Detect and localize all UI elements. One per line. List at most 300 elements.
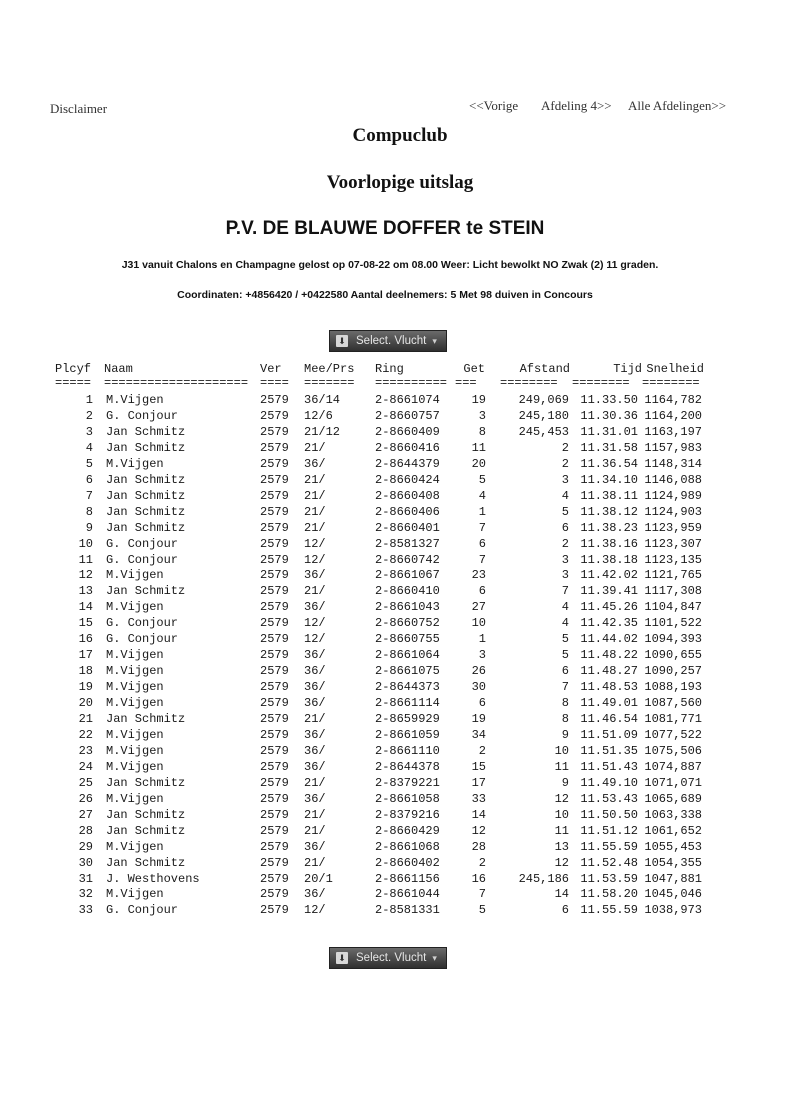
cell-club-code: 2579	[260, 648, 289, 662]
cell-name: G. Conjour	[106, 537, 179, 551]
cell-get: 6	[478, 537, 486, 551]
cell-club-code: 2579	[260, 760, 289, 774]
cell-time: 11.39.41	[580, 584, 638, 598]
cell-distance: 7	[561, 680, 569, 694]
cell-distance: 8	[561, 696, 569, 710]
cell-speed: 1090,655	[644, 648, 702, 662]
cell-get: 1	[478, 632, 486, 646]
cell-club-code: 2579	[260, 680, 289, 694]
cell-place: 26	[78, 792, 93, 806]
cell-club-code: 2579	[260, 808, 289, 822]
cell-place: 25	[78, 776, 93, 790]
cell-name: Jan Schmitz	[106, 584, 186, 598]
column-header-get: Get	[463, 362, 485, 376]
cell-time: 11.42.35	[580, 616, 638, 630]
cell-entries: 36/	[304, 457, 326, 471]
cell-get: 15	[471, 760, 486, 774]
cell-get: 20	[471, 457, 486, 471]
cell-name: G. Conjour	[106, 409, 179, 423]
cell-distance: 2	[561, 457, 569, 471]
cell-ring: 2-8660752	[375, 616, 440, 630]
cell-time: 11.34.10	[580, 473, 638, 487]
table-row	[0, 489, 800, 504]
cell-entries: 20/1	[304, 872, 333, 886]
cell-distance: 4	[561, 489, 569, 503]
cell-speed: 1157,983	[644, 441, 702, 455]
cell-place: 22	[78, 728, 93, 742]
cell-ring: 2-8661074	[375, 393, 440, 407]
cell-get: 27	[471, 600, 486, 614]
cell-place: 6	[85, 473, 93, 487]
table-row	[0, 824, 800, 839]
cell-entries: 36/	[304, 696, 326, 710]
column-header-club-code: Ver	[260, 362, 282, 376]
cell-club-code: 2579	[260, 457, 289, 471]
cell-ring: 2-8379221	[375, 776, 440, 790]
cell-time: 11.48.22	[580, 648, 638, 662]
cell-entries: 36/	[304, 840, 326, 854]
cell-time: 11.45.26	[580, 600, 638, 614]
cell-club-code: 2579	[260, 568, 289, 582]
cell-place: 9	[85, 521, 93, 535]
cell-entries: 21/	[304, 584, 326, 598]
select-flight-button-bottom[interactable]	[329, 947, 447, 969]
cell-entries: 21/	[304, 441, 326, 455]
cell-club-code: 2579	[260, 553, 289, 567]
column-header-ring: Ring	[375, 362, 404, 376]
table-row	[0, 744, 800, 759]
cell-place: 17	[78, 648, 93, 662]
cell-place: 8	[85, 505, 93, 519]
cell-get: 8	[478, 425, 486, 439]
cell-get: 10	[471, 616, 486, 630]
cell-club-code: 2579	[260, 632, 289, 646]
table-row	[0, 680, 800, 695]
cell-get: 5	[478, 903, 486, 917]
cell-distance: 6	[561, 664, 569, 678]
cell-speed: 1101,522	[644, 616, 702, 630]
cell-ring: 2-8661067	[375, 568, 440, 582]
cell-get: 26	[471, 664, 486, 678]
table-row	[0, 457, 800, 472]
table-row	[0, 712, 800, 727]
cell-ring: 2-8661044	[375, 887, 440, 901]
cell-place: 5	[85, 457, 93, 471]
cell-club-code: 2579	[260, 393, 289, 407]
cell-name: M.Vijgen	[106, 648, 164, 662]
cell-ring: 2-8660401	[375, 521, 440, 535]
table-row	[0, 840, 800, 855]
cell-distance: 2	[561, 537, 569, 551]
cell-entries: 36/14	[304, 393, 341, 407]
cell-name: M.Vijgen	[106, 664, 164, 678]
cell-distance: 245,186	[518, 872, 569, 886]
column-underline: =====	[55, 376, 92, 390]
cell-distance: 12	[554, 856, 569, 870]
cell-ring: 2-8581331	[375, 903, 440, 917]
cell-name: M.Vijgen	[106, 568, 164, 582]
cell-speed: 1063,338	[644, 808, 702, 822]
download-icon: ⬇	[336, 335, 348, 347]
table-row	[0, 616, 800, 631]
table-header	[0, 362, 800, 377]
cell-ring: 2-8661064	[375, 648, 440, 662]
cell-get: 2	[478, 744, 486, 758]
cell-get: 1	[478, 505, 486, 519]
cell-get: 6	[478, 584, 486, 598]
cell-get: 6	[478, 696, 486, 710]
cell-time: 11.51.12	[580, 824, 638, 838]
cell-distance: 7	[561, 584, 569, 598]
cell-get: 3	[478, 648, 486, 662]
cell-name: Jan Schmitz	[106, 856, 186, 870]
cell-time: 11.38.23	[580, 521, 638, 535]
cell-club-code: 2579	[260, 537, 289, 551]
cell-speed: 1124,903	[644, 505, 702, 519]
cell-club-code: 2579	[260, 840, 289, 854]
cell-get: 30	[471, 680, 486, 694]
cell-place: 7	[85, 489, 93, 503]
cell-get: 16	[471, 872, 486, 886]
cell-club-code: 2579	[260, 776, 289, 790]
cell-club-code: 2579	[260, 872, 289, 886]
cell-speed: 1077,522	[644, 728, 702, 742]
cell-club-code: 2579	[260, 521, 289, 535]
cell-time: 11.51.09	[580, 728, 638, 742]
cell-get: 19	[471, 712, 486, 726]
table-row	[0, 728, 800, 743]
cell-place: 12	[78, 568, 93, 582]
cell-time: 11.44.02	[580, 632, 638, 646]
cell-name: M.Vijgen	[106, 887, 164, 901]
cell-distance: 245,453	[518, 425, 569, 439]
cell-ring: 2-8660409	[375, 425, 440, 439]
cell-get: 34	[471, 728, 486, 742]
cell-entries: 12/	[304, 616, 326, 630]
cell-ring: 2-8660402	[375, 856, 440, 870]
cell-name: M.Vijgen	[106, 728, 164, 742]
cell-distance: 8	[561, 712, 569, 726]
cell-distance: 10	[554, 744, 569, 758]
table-row	[0, 872, 800, 887]
table-row	[0, 521, 800, 536]
cell-entries: 21/	[304, 824, 326, 838]
column-header-entries: Mee/Prs	[304, 362, 355, 376]
cell-place: 18	[78, 664, 93, 678]
cell-name: G. Conjour	[106, 616, 179, 630]
cell-place: 28	[78, 824, 93, 838]
cell-get: 28	[471, 840, 486, 854]
cell-ring: 2-8660757	[375, 409, 440, 423]
cell-club-code: 2579	[260, 473, 289, 487]
cell-distance: 10	[554, 808, 569, 822]
table-row	[0, 760, 800, 775]
cell-club-code: 2579	[260, 792, 289, 806]
cell-time: 11.55.59	[580, 903, 638, 917]
column-underline: ====	[260, 376, 289, 390]
table-row	[0, 776, 800, 791]
cell-time: 11.46.54	[580, 712, 638, 726]
disclaimer-link[interactable]: Disclaimer	[50, 101, 108, 116]
cell-distance: 5	[561, 648, 569, 662]
cell-entries: 36/	[304, 760, 326, 774]
cell-speed: 1121,765	[644, 568, 702, 582]
table-row	[0, 632, 800, 647]
cell-speed: 1146,088	[644, 473, 702, 487]
cell-speed: 1124,989	[644, 489, 702, 503]
cell-club-code: 2579	[260, 584, 289, 598]
cell-get: 17	[471, 776, 486, 790]
cell-entries: 36/	[304, 728, 326, 742]
cell-club-code: 2579	[260, 489, 289, 503]
cell-time: 11.48.27	[580, 664, 638, 678]
column-underline: ===	[455, 376, 477, 390]
cell-club-code: 2579	[260, 856, 289, 870]
cell-entries: 12/	[304, 553, 326, 567]
cell-entries: 21/	[304, 505, 326, 519]
cell-get: 3	[478, 409, 486, 423]
column-underline: ==========	[375, 376, 448, 390]
cell-ring: 2-8661059	[375, 728, 440, 742]
cell-entries: 21/12	[304, 425, 341, 439]
cell-place: 3	[85, 425, 93, 439]
column-underline: ====================	[104, 376, 249, 390]
cell-entries: 21/	[304, 712, 326, 726]
cell-entries: 12/	[304, 903, 326, 917]
cell-speed: 1038,973	[644, 903, 702, 917]
cell-entries: 36/	[304, 744, 326, 758]
cell-name: Jan Schmitz	[106, 712, 186, 726]
cell-speed: 1123,307	[644, 537, 702, 551]
cell-get: 33	[471, 792, 486, 806]
table-row	[0, 473, 800, 488]
cell-ring: 2-8379216	[375, 808, 440, 822]
table-row	[0, 856, 800, 871]
cell-entries: 12/	[304, 632, 326, 646]
cell-distance: 11	[554, 824, 569, 838]
cell-place: 33	[78, 903, 93, 917]
chevron-down-icon: ▾	[432, 335, 437, 346]
table-row	[0, 600, 800, 615]
cell-distance: 5	[561, 505, 569, 519]
cell-distance: 2	[561, 441, 569, 455]
cell-entries: 36/	[304, 887, 326, 901]
cell-name: M.Vijgen	[106, 600, 164, 614]
cell-distance: 4	[561, 600, 569, 614]
page-subtitle: Voorlopige uitslag	[326, 172, 474, 193]
cell-entries: 21/	[304, 808, 326, 822]
cell-entries: 21/	[304, 489, 326, 503]
cell-speed: 1088,193	[644, 680, 702, 694]
download-icon: ⬇	[336, 952, 348, 964]
cell-ring: 2-8581327	[375, 537, 440, 551]
column-header-name: Naam	[104, 362, 133, 376]
cell-time: 11.31.01	[580, 425, 638, 439]
cell-place: 24	[78, 760, 93, 774]
cell-speed: 1148,314	[644, 457, 702, 471]
cell-entries: 21/	[304, 856, 326, 870]
cell-distance: 9	[561, 776, 569, 790]
cell-club-code: 2579	[260, 505, 289, 519]
cell-entries: 36/	[304, 664, 326, 678]
cell-name: Jan Schmitz	[106, 808, 186, 822]
cell-entries: 12/6	[304, 409, 333, 423]
cell-place: 19	[78, 680, 93, 694]
cell-get: 14	[471, 808, 486, 822]
cell-speed: 1065,689	[644, 792, 702, 806]
cell-name: Jan Schmitz	[106, 489, 186, 503]
cell-club-code: 2579	[260, 824, 289, 838]
cell-entries: 36/	[304, 648, 326, 662]
cell-get: 11	[471, 441, 486, 455]
cell-club-code: 2579	[260, 744, 289, 758]
table-row	[0, 792, 800, 807]
cell-speed: 1164,200	[644, 409, 702, 423]
table-row	[0, 887, 800, 902]
cell-ring: 2-8660406	[375, 505, 440, 519]
cell-place: 27	[78, 808, 93, 822]
all-divisions-link[interactable]: Alle Afdelingen>>	[628, 98, 727, 113]
cell-place: 10	[78, 537, 93, 551]
table-row	[0, 808, 800, 823]
cell-speed: 1071,071	[644, 776, 702, 790]
cell-place: 2	[85, 409, 93, 423]
cell-time: 11.38.18	[580, 553, 638, 567]
cell-speed: 1123,959	[644, 521, 702, 535]
race-info: J31 vanuit Chalons en Champagne gelost op 07-08-22 om 08.00 Weer: Licht bewolkt NO Zwak (2) 11 graden.	[121, 259, 659, 271]
cell-ring: 2-8661068	[375, 840, 440, 854]
cell-distance: 9	[561, 728, 569, 742]
table-row	[0, 537, 800, 552]
cell-place: 23	[78, 744, 93, 758]
table-row	[0, 664, 800, 679]
column-underline: ========	[642, 376, 700, 390]
cell-time: 11.30.36	[580, 409, 638, 423]
cell-place: 21	[78, 712, 93, 726]
table-row	[0, 568, 800, 583]
cell-entries: 21/	[304, 473, 326, 487]
cell-get: 23	[471, 568, 486, 582]
cell-distance: 249,069	[518, 393, 569, 407]
cell-club-code: 2579	[260, 728, 289, 742]
race-coordinates: Coordinaten: +4856420 / +0422580 Aantal deelnemers: 5 Met 98 duiven in Concours	[177, 289, 593, 301]
cell-name: G. Conjour	[106, 632, 179, 646]
cell-name: Jan Schmitz	[106, 425, 186, 439]
cell-distance: 3	[561, 553, 569, 567]
cell-time: 11.51.35	[580, 744, 638, 758]
cell-club-code: 2579	[260, 441, 289, 455]
cell-name: M.Vijgen	[106, 760, 164, 774]
cell-time: 11.58.20	[580, 887, 638, 901]
cell-name: G. Conjour	[106, 553, 179, 567]
cell-place: 11	[78, 553, 93, 567]
cell-distance: 3	[561, 473, 569, 487]
cell-entries: 36/	[304, 680, 326, 694]
cell-place: 31	[78, 872, 93, 886]
cell-time: 11.33.50	[580, 393, 638, 407]
cell-name: Jan Schmitz	[106, 824, 186, 838]
cell-speed: 1164,782	[644, 393, 702, 407]
cell-club-code: 2579	[260, 903, 289, 917]
cell-get: 7	[478, 521, 486, 535]
cell-get: 2	[478, 856, 486, 870]
organization-title: P.V. DE BLAUWE DOFFER te STEIN	[225, 218, 545, 239]
table-header-underline	[0, 376, 800, 391]
table-row	[0, 409, 800, 424]
cell-get: 7	[478, 553, 486, 567]
cell-time: 11.52.48	[580, 856, 638, 870]
cell-place: 20	[78, 696, 93, 710]
table-row	[0, 393, 800, 408]
cell-time: 11.55.59	[580, 840, 638, 854]
column-underline: =======	[304, 376, 355, 390]
cell-speed: 1090,257	[644, 664, 702, 678]
cell-distance: 3	[561, 568, 569, 582]
cell-distance: 13	[554, 840, 569, 854]
cell-name: M.Vijgen	[106, 393, 164, 407]
cell-ring: 2-8661043	[375, 600, 440, 614]
cell-name: Jan Schmitz	[106, 776, 186, 790]
cell-speed: 1081,771	[644, 712, 702, 726]
column-header-time: Tijd	[613, 362, 642, 376]
cell-name: Jan Schmitz	[106, 505, 186, 519]
select-flight-label: Select. Vlucht	[356, 335, 427, 347]
cell-time: 11.42.02	[580, 568, 638, 582]
cell-distance: 4	[561, 616, 569, 630]
cell-entries: 21/	[304, 776, 326, 790]
cell-distance: 5	[561, 632, 569, 646]
cell-ring: 2-8661114	[375, 696, 440, 710]
cell-ring: 2-8644373	[375, 680, 440, 694]
cell-time: 11.38.16	[580, 537, 638, 551]
cell-club-code: 2579	[260, 664, 289, 678]
cell-speed: 1054,355	[644, 856, 702, 870]
cell-name: Jan Schmitz	[106, 473, 186, 487]
table-row	[0, 425, 800, 440]
cell-club-code: 2579	[260, 616, 289, 630]
cell-place: 1	[85, 393, 93, 407]
select-flight-label: Select. Vlucht	[356, 952, 427, 964]
cell-club-code: 2579	[260, 696, 289, 710]
cell-time: 11.31.58	[580, 441, 638, 455]
cell-ring: 2-8660429	[375, 824, 440, 838]
cell-entries: 12/	[304, 537, 326, 551]
table-row	[0, 903, 800, 918]
cell-get: 4	[478, 489, 486, 503]
column-header-speed: Snelheid	[646, 362, 704, 376]
cell-ring: 2-8644378	[375, 760, 440, 774]
cell-speed: 1075,506	[644, 744, 702, 758]
cell-name: M.Vijgen	[106, 457, 164, 471]
cell-ring: 2-8661156	[375, 872, 440, 886]
cell-place: 16	[78, 632, 93, 646]
cell-time: 11.50.50	[580, 808, 638, 822]
cell-place: 32	[78, 887, 93, 901]
table-row	[0, 553, 800, 568]
cell-ring: 2-8659929	[375, 712, 440, 726]
cell-speed: 1094,393	[644, 632, 702, 646]
cell-time: 11.48.53	[580, 680, 638, 694]
previous-link[interactable]: <<Vorige	[469, 98, 519, 113]
cell-time: 11.53.59	[580, 872, 638, 886]
cell-ring: 2-8661075	[375, 664, 440, 678]
cell-ring: 2-8660408	[375, 489, 440, 503]
cell-ring: 2-8644379	[375, 457, 440, 471]
cell-club-code: 2579	[260, 712, 289, 726]
next-division-link[interactable]: Afdeling 4>>	[541, 98, 612, 113]
cell-club-code: 2579	[260, 887, 289, 901]
cell-place: 14	[78, 600, 93, 614]
